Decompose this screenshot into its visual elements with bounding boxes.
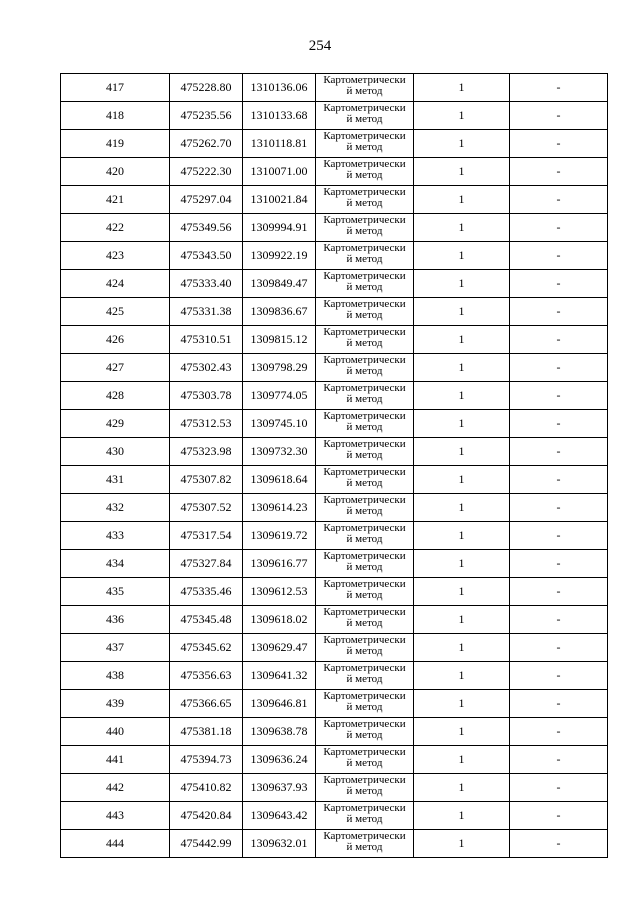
table-row: [61, 354, 608, 382]
method-text-line-1: Картометрически: [323, 494, 406, 506]
method-cell: [316, 802, 414, 830]
method-text-line-2: й метод: [346, 85, 383, 97]
table-row: [61, 382, 608, 410]
coordinates-table: [60, 73, 608, 858]
method-text-line-1: Картометрически: [323, 242, 406, 254]
x-coordinate-cell: 475331.38: [170, 298, 243, 326]
point-number-cell: 428: [61, 382, 170, 410]
point-number-cell: 418: [61, 102, 170, 130]
method-cell: [316, 270, 414, 298]
table-row: [61, 326, 608, 354]
x-coordinate-cell: 475327.84: [170, 550, 243, 578]
method-text-line-2: й метод: [346, 729, 383, 741]
method-text-line-1: Картометрически: [323, 802, 406, 814]
method-text-line-2: й метод: [346, 813, 383, 825]
y-coordinate-cell: 1309732.30: [243, 438, 316, 466]
point-number-cell: 440: [61, 718, 170, 746]
method-cell: [316, 746, 414, 774]
point-number-cell: 433: [61, 522, 170, 550]
y-coordinate-cell: 1309632.01: [243, 830, 316, 858]
point-number-cell: 422: [61, 214, 170, 242]
method-text-line-1: Картометрически: [323, 634, 406, 646]
method-cell: [316, 382, 414, 410]
table-row: [61, 746, 608, 774]
method-text-line-2: й метод: [346, 505, 383, 517]
method-text-line-2: й метод: [346, 169, 383, 181]
method-text-line-1: Картометрически: [323, 74, 406, 86]
accuracy-cell: 1: [414, 522, 510, 550]
accuracy-cell: 1: [414, 270, 510, 298]
x-coordinate-cell: 475349.56: [170, 214, 243, 242]
note-cell: -: [510, 186, 608, 214]
table-row: [61, 662, 608, 690]
method-text-line-1: Картометрически: [323, 522, 406, 534]
method-text-line-1: Картометрически: [323, 718, 406, 730]
x-coordinate-cell: 475297.04: [170, 186, 243, 214]
method-text-line-2: й метод: [346, 421, 383, 433]
method-text-line-2: й метод: [346, 701, 383, 713]
y-coordinate-cell: 1310136.06: [243, 74, 316, 102]
x-coordinate-cell: 475345.62: [170, 634, 243, 662]
note-cell: -: [510, 74, 608, 102]
point-number-cell: 441: [61, 746, 170, 774]
method-cell: [316, 158, 414, 186]
note-cell: -: [510, 214, 608, 242]
method-cell: [316, 438, 414, 466]
y-coordinate-cell: 1309636.24: [243, 746, 316, 774]
method-text-line-2: й метод: [346, 141, 383, 153]
point-number-cell: 427: [61, 354, 170, 382]
point-number-cell: 430: [61, 438, 170, 466]
accuracy-cell: 1: [414, 326, 510, 354]
method-text-line-2: й метод: [346, 113, 383, 125]
method-text-line-2: й метод: [346, 449, 383, 461]
table-row: [61, 774, 608, 802]
method-text-line-2: й метод: [346, 393, 383, 405]
table-row: [61, 830, 608, 858]
x-coordinate-cell: 475410.82: [170, 774, 243, 802]
note-cell: -: [510, 578, 608, 606]
note-cell: -: [510, 130, 608, 158]
method-cell: [316, 550, 414, 578]
method-cell: [316, 606, 414, 634]
note-cell: -: [510, 634, 608, 662]
accuracy-cell: 1: [414, 410, 510, 438]
table-row: [61, 298, 608, 326]
point-number-cell: 419: [61, 130, 170, 158]
point-number-cell: 444: [61, 830, 170, 858]
method-text-line-1: Картометрически: [323, 550, 406, 562]
x-coordinate-cell: 475333.40: [170, 270, 243, 298]
y-coordinate-cell: 1309745.10: [243, 410, 316, 438]
note-cell: -: [510, 494, 608, 522]
accuracy-cell: 1: [414, 494, 510, 522]
accuracy-cell: 1: [414, 438, 510, 466]
accuracy-cell: 1: [414, 354, 510, 382]
method-text-line-2: й метод: [346, 365, 383, 377]
method-text-line-1: Картометрически: [323, 466, 406, 478]
y-coordinate-cell: 1310021.84: [243, 186, 316, 214]
table-row: [61, 270, 608, 298]
y-coordinate-cell: 1309618.64: [243, 466, 316, 494]
table-row: [61, 102, 608, 130]
point-number-cell: 420: [61, 158, 170, 186]
y-coordinate-cell: 1309616.77: [243, 550, 316, 578]
accuracy-cell: 1: [414, 214, 510, 242]
method-text-line-2: й метод: [346, 645, 383, 657]
table-row: [61, 186, 608, 214]
note-cell: -: [510, 522, 608, 550]
table-row: [61, 158, 608, 186]
note-cell: -: [510, 718, 608, 746]
point-number-cell: 432: [61, 494, 170, 522]
point-number-cell: 434: [61, 550, 170, 578]
table-row: [61, 550, 608, 578]
y-coordinate-cell: 1310133.68: [243, 102, 316, 130]
x-coordinate-cell: 475262.70: [170, 130, 243, 158]
method-text-line-1: Картометрически: [323, 578, 406, 590]
accuracy-cell: 1: [414, 606, 510, 634]
method-cell: [316, 690, 414, 718]
method-text-line-2: й метод: [346, 253, 383, 265]
x-coordinate-cell: 475323.98: [170, 438, 243, 466]
accuracy-cell: 1: [414, 634, 510, 662]
table-row: [61, 466, 608, 494]
y-coordinate-cell: 1309849.47: [243, 270, 316, 298]
method-text-line-2: й метод: [346, 841, 383, 853]
method-text-line-1: Картометрически: [323, 158, 406, 170]
method-cell: [316, 326, 414, 354]
method-text-line-2: й метод: [346, 617, 383, 629]
accuracy-cell: 1: [414, 130, 510, 158]
method-text-line-1: Картометрически: [323, 774, 406, 786]
table-row: [61, 214, 608, 242]
point-number-cell: 435: [61, 578, 170, 606]
method-text-line-2: й метод: [346, 589, 383, 601]
point-number-cell: 425: [61, 298, 170, 326]
accuracy-cell: 1: [414, 186, 510, 214]
x-coordinate-cell: 475317.54: [170, 522, 243, 550]
y-coordinate-cell: 1309612.53: [243, 578, 316, 606]
note-cell: -: [510, 830, 608, 858]
y-coordinate-cell: 1309646.81: [243, 690, 316, 718]
y-coordinate-cell: 1309629.47: [243, 634, 316, 662]
method-text-line-2: й метод: [346, 533, 383, 545]
table-row: [61, 438, 608, 466]
method-cell: [316, 130, 414, 158]
method-text-line-2: й метод: [346, 785, 383, 797]
note-cell: -: [510, 382, 608, 410]
method-text-line-1: Картометрически: [323, 214, 406, 226]
method-cell: [316, 74, 414, 102]
x-coordinate-cell: 475235.56: [170, 102, 243, 130]
y-coordinate-cell: 1309798.29: [243, 354, 316, 382]
x-coordinate-cell: 475442.99: [170, 830, 243, 858]
x-coordinate-cell: 475381.18: [170, 718, 243, 746]
table-row: [61, 494, 608, 522]
y-coordinate-cell: 1309643.42: [243, 802, 316, 830]
table-row: [61, 130, 608, 158]
note-cell: -: [510, 774, 608, 802]
note-cell: -: [510, 298, 608, 326]
method-text-line-2: й метод: [346, 477, 383, 489]
x-coordinate-cell: 475222.30: [170, 158, 243, 186]
x-coordinate-cell: 475302.43: [170, 354, 243, 382]
accuracy-cell: 1: [414, 382, 510, 410]
note-cell: -: [510, 438, 608, 466]
method-text-line-2: й метод: [346, 337, 383, 349]
method-cell: [316, 578, 414, 606]
note-cell: -: [510, 354, 608, 382]
method-text-line-1: Картометрически: [323, 130, 406, 142]
table-row: [61, 802, 608, 830]
y-coordinate-cell: 1309641.32: [243, 662, 316, 690]
y-coordinate-cell: 1309638.78: [243, 718, 316, 746]
method-cell: [316, 354, 414, 382]
point-number-cell: 436: [61, 606, 170, 634]
table-row: [61, 634, 608, 662]
method-text-line-1: Картометрически: [323, 186, 406, 198]
note-cell: -: [510, 326, 608, 354]
table-row: [61, 522, 608, 550]
x-coordinate-cell: 475307.82: [170, 466, 243, 494]
method-text-line-1: Картометрически: [323, 354, 406, 366]
x-coordinate-cell: 475366.65: [170, 690, 243, 718]
table-row: [61, 74, 608, 102]
method-cell: [316, 718, 414, 746]
point-number-cell: 431: [61, 466, 170, 494]
note-cell: -: [510, 662, 608, 690]
method-cell: [316, 466, 414, 494]
y-coordinate-cell: 1309922.19: [243, 242, 316, 270]
method-text-line-1: Картометрически: [323, 662, 406, 674]
method-cell: [316, 634, 414, 662]
method-text-line-1: Картометрически: [323, 270, 406, 282]
method-cell: [316, 410, 414, 438]
table-row: [61, 242, 608, 270]
point-number-cell: 438: [61, 662, 170, 690]
method-cell: [316, 774, 414, 802]
table-row: [61, 410, 608, 438]
y-coordinate-cell: 1309637.93: [243, 774, 316, 802]
accuracy-cell: 1: [414, 746, 510, 774]
method-cell: [316, 662, 414, 690]
point-number-cell: 421: [61, 186, 170, 214]
method-text-line-2: й метод: [346, 197, 383, 209]
y-coordinate-cell: 1309815.12: [243, 326, 316, 354]
note-cell: -: [510, 410, 608, 438]
method-text-line-1: Картометрически: [323, 606, 406, 618]
note-cell: -: [510, 550, 608, 578]
point-number-cell: 417: [61, 74, 170, 102]
accuracy-cell: 1: [414, 718, 510, 746]
method-text-line-1: Картометрически: [323, 410, 406, 422]
page-number: 254: [308, 38, 332, 54]
y-coordinate-cell: 1310071.00: [243, 158, 316, 186]
note-cell: -: [510, 158, 608, 186]
x-coordinate-cell: 475307.52: [170, 494, 243, 522]
x-coordinate-cell: 475303.78: [170, 382, 243, 410]
point-number-cell: 439: [61, 690, 170, 718]
method-text-line-2: й метод: [346, 757, 383, 769]
method-cell: [316, 242, 414, 270]
x-coordinate-cell: 475312.53: [170, 410, 243, 438]
point-number-cell: 437: [61, 634, 170, 662]
method-cell: [316, 186, 414, 214]
accuracy-cell: 1: [414, 830, 510, 858]
accuracy-cell: 1: [414, 102, 510, 130]
y-coordinate-cell: 1309614.23: [243, 494, 316, 522]
table-body: [61, 74, 608, 858]
x-coordinate-cell: 475228.80: [170, 74, 243, 102]
point-number-cell: 443: [61, 802, 170, 830]
y-coordinate-cell: 1309994.91: [243, 214, 316, 242]
method-cell: [316, 830, 414, 858]
point-number-cell: 429: [61, 410, 170, 438]
x-coordinate-cell: 475394.73: [170, 746, 243, 774]
x-coordinate-cell: 475356.63: [170, 662, 243, 690]
method-cell: [316, 494, 414, 522]
method-text-line-2: й метод: [346, 673, 383, 685]
accuracy-cell: 1: [414, 774, 510, 802]
method-cell: [316, 298, 414, 326]
table-row: [61, 690, 608, 718]
x-coordinate-cell: 475345.48: [170, 606, 243, 634]
x-coordinate-cell: 475420.84: [170, 802, 243, 830]
accuracy-cell: 1: [414, 242, 510, 270]
accuracy-cell: 1: [414, 578, 510, 606]
accuracy-cell: 1: [414, 298, 510, 326]
point-number-cell: 426: [61, 326, 170, 354]
point-number-cell: 424: [61, 270, 170, 298]
y-coordinate-cell: 1309836.67: [243, 298, 316, 326]
accuracy-cell: 1: [414, 466, 510, 494]
table-row: [61, 606, 608, 634]
method-text-line-2: й метод: [346, 281, 383, 293]
accuracy-cell: 1: [414, 158, 510, 186]
method-text-line-1: Картометрически: [323, 326, 406, 338]
y-coordinate-cell: 1309618.02: [243, 606, 316, 634]
accuracy-cell: 1: [414, 802, 510, 830]
method-text-line-1: Картометрически: [323, 830, 406, 842]
x-coordinate-cell: 475343.50: [170, 242, 243, 270]
accuracy-cell: 1: [414, 74, 510, 102]
note-cell: -: [510, 690, 608, 718]
note-cell: -: [510, 466, 608, 494]
method-text-line-2: й метод: [346, 309, 383, 321]
x-coordinate-cell: 475310.51: [170, 326, 243, 354]
method-text-line-1: Картометрически: [323, 746, 406, 758]
note-cell: -: [510, 242, 608, 270]
method-text-line-2: й метод: [346, 561, 383, 573]
y-coordinate-cell: 1309774.05: [243, 382, 316, 410]
note-cell: -: [510, 746, 608, 774]
method-text-line-1: Картометрически: [323, 298, 406, 310]
method-text-line-1: Картометрически: [323, 438, 406, 450]
point-number-cell: 423: [61, 242, 170, 270]
method-cell: [316, 214, 414, 242]
table-row: [61, 718, 608, 746]
note-cell: -: [510, 102, 608, 130]
y-coordinate-cell: 1310118.81: [243, 130, 316, 158]
table-row: [61, 578, 608, 606]
point-number-cell: 442: [61, 774, 170, 802]
note-cell: -: [510, 606, 608, 634]
method-text-line-1: Картометрически: [323, 690, 406, 702]
method-cell: [316, 522, 414, 550]
x-coordinate-cell: 475335.46: [170, 578, 243, 606]
note-cell: -: [510, 270, 608, 298]
note-cell: -: [510, 802, 608, 830]
accuracy-cell: 1: [414, 690, 510, 718]
method-text-line-2: й метод: [346, 225, 383, 237]
accuracy-cell: 1: [414, 550, 510, 578]
y-coordinate-cell: 1309619.72: [243, 522, 316, 550]
method-text-line-1: Картометрически: [323, 102, 406, 114]
accuracy-cell: 1: [414, 662, 510, 690]
method-text-line-1: Картометрически: [323, 382, 406, 394]
method-cell: [316, 102, 414, 130]
